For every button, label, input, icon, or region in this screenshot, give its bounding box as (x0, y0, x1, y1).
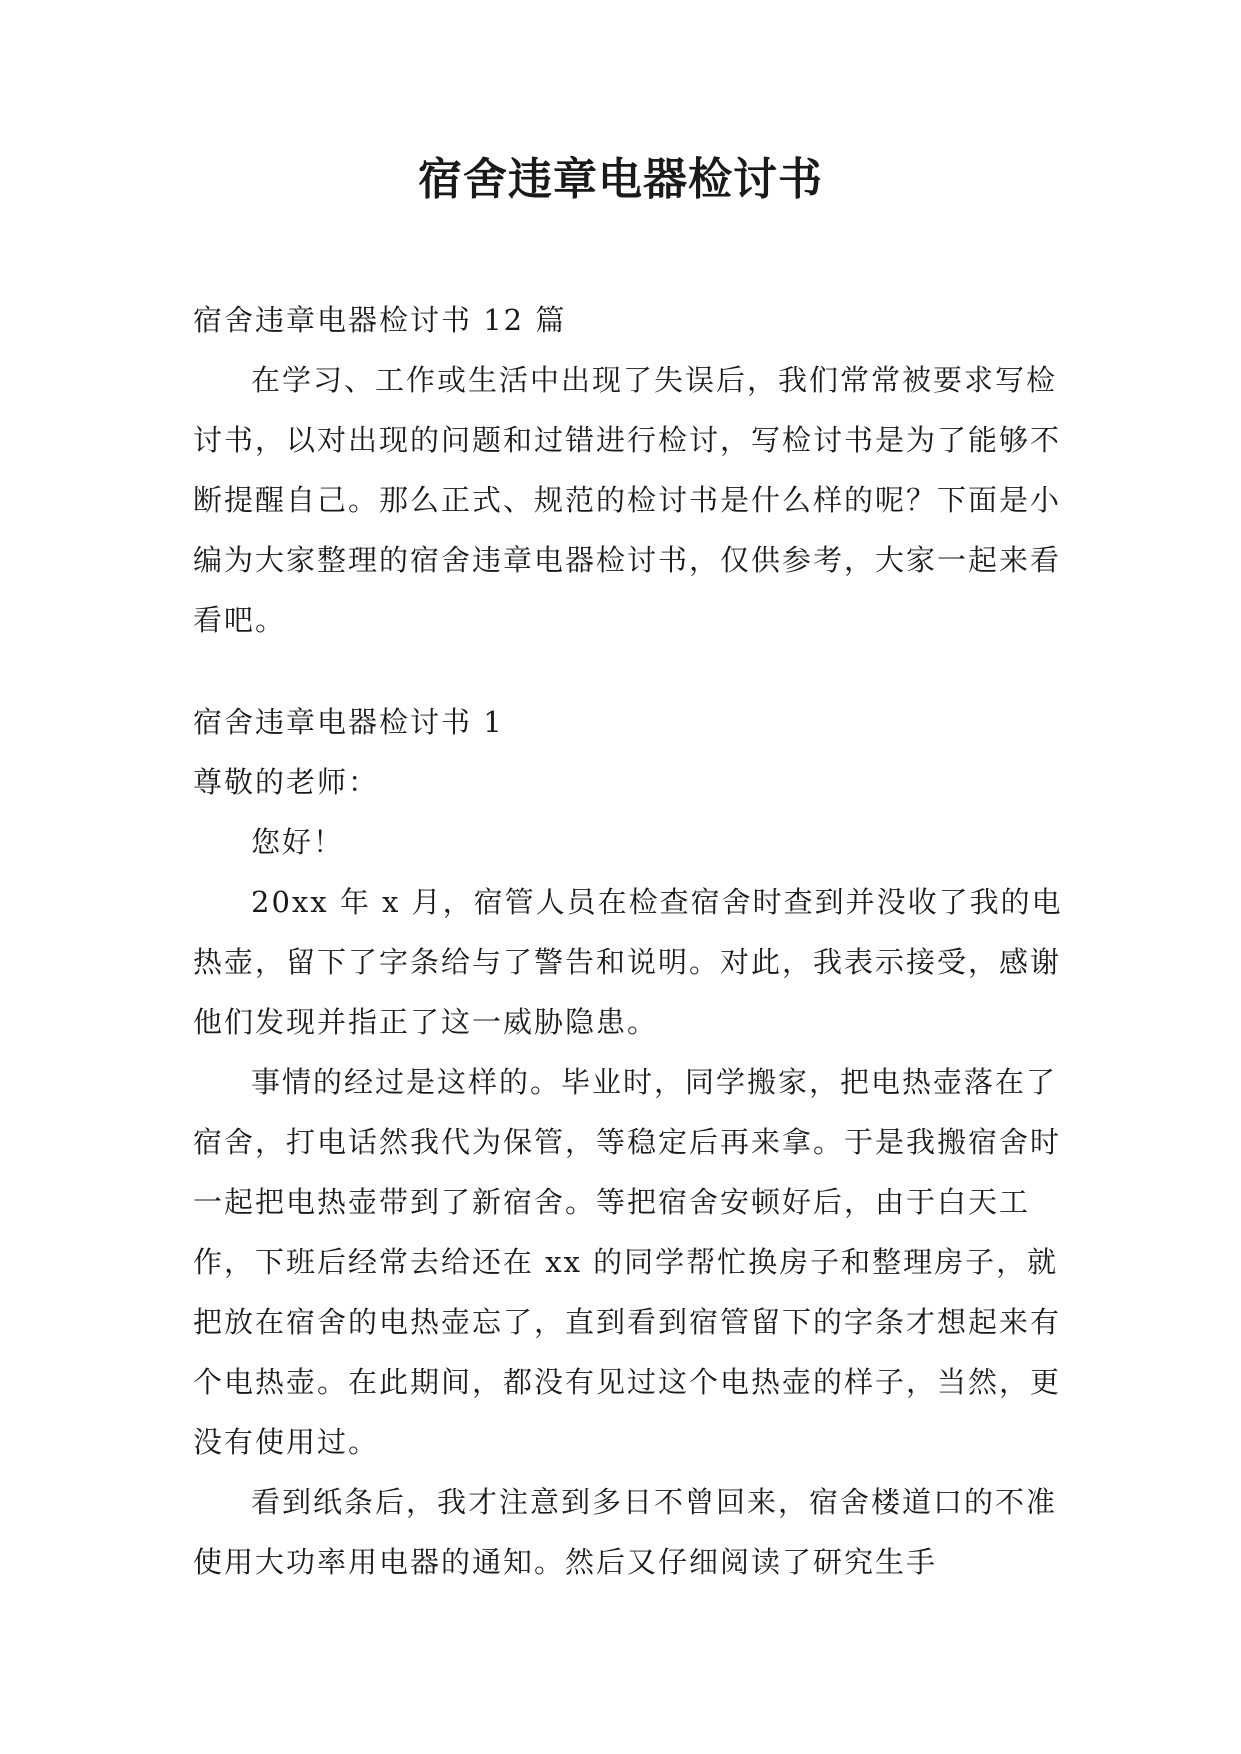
greeting: 您好！ (251, 825, 345, 859)
document-title: 宿舍违章电器检讨书 (418, 154, 823, 205)
body-paragraph-1: 20xx 年 x 月，宿管人员在检查宿舍时查到并没收了我的电热壶，留下了字条给与了警告和说明。对此，我表示接受，感谢他们发现并指正了这一威胁隐患。 (193, 885, 1063, 1039)
section-title: 宿舍违章电器检讨书 1 (193, 705, 504, 739)
section-gap (193, 650, 1063, 692)
intro-paragraph: 在学习、工作或生活中出现了失误后，我们常常被要求写检讨书，以对出现的问题和过错进行检讨，写检讨书是为了能够不断提醒自己。那么正式、规范的检讨书是什么样的呢？下面是小编为大家整理的宿舍违章电器检讨书，仅供参考，大家一起来看看吧。 (193, 363, 1062, 637)
document-subtitle: 宿舍违章电器检讨书 12 篇 (193, 303, 567, 337)
body-paragraph-3: 看到纸条后，我才注意到多日不曾回来，宿舍楼道口的不准使用大功率用电器的通知。然后又仔细阅读了研究生手 (193, 1485, 1058, 1579)
document-body (193, 290, 1063, 1592)
salutation: 尊敬的老师： (193, 765, 380, 799)
body-paragraph-2: 事情的经过是这样的。毕业时，同学搬家，把电热壶落在了宿舍，打电话然我代为保管，等稳定后再来拿。于是我搬宿舍时一起把电热壶带到了新宿舍。等把宿舍安顿好后，由于白天工作，下班后经常去给还在 xx 的同学帮忙换房子和整理房子，就把放在宿舍的电热壶忘了，直到看到宿管留下的字条才想起来有个电热壶。在此期间，都没有见过这个电热壶的样子，当然，更没有使用过。 (193, 1065, 1062, 1459)
